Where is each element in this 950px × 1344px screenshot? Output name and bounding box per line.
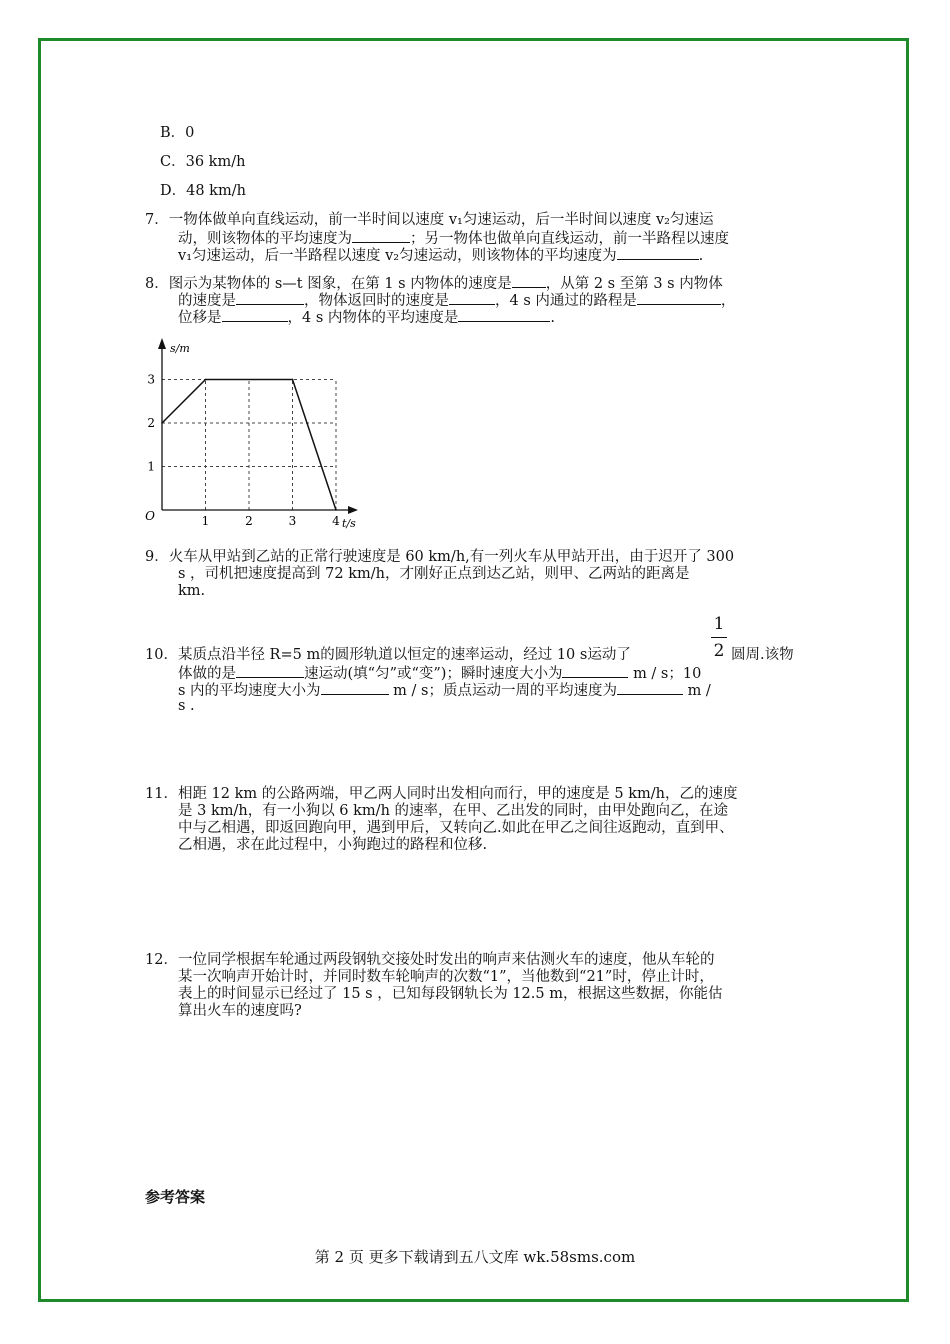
option-d: D．48 km/h (160, 183, 246, 199)
y-tick-label: 3 (147, 372, 155, 387)
q11-line-1: 11．相距 12 km 的公路两端，甲乙两人同时出发相向而行，甲的速度是 5 km/h，乙的速度 (145, 786, 738, 802)
chart-grid (162, 380, 336, 511)
x-tick-label: 2 (245, 514, 253, 528)
fraction-one-half (711, 614, 727, 661)
data-point (161, 422, 163, 424)
chart-labels (145, 342, 356, 530)
answer-blank[interactable] (617, 246, 699, 260)
q10-line-2: 体做的是 速运动(填“匀”或“变”)；瞬时速度大小为 m / s；10 (178, 666, 702, 682)
answer-blank[interactable] (321, 681, 389, 695)
answer-blank[interactable] (562, 664, 628, 678)
q8-line-1: 8．图示为某物体的 s—t 图象，在第 1 s 内物体的速度是 ，从第 2 s 至第 3 s 内物体 (145, 276, 723, 292)
q9-line-2: s ，司机把速度提高到 72 km/h，才刚好正点到达乙站，则甲、乙两站的距离是 (178, 566, 690, 582)
answer-blank[interactable] (512, 274, 546, 288)
q8-line-3: 位移是 ，4 s 内物体的平均速度是 . (178, 310, 555, 326)
q10-line-1-end: 圆周.该物 (731, 647, 794, 663)
answer-blank[interactable] (352, 229, 410, 243)
q12-line-3: 表上的时间显示已经过了 15 s ，已知每段钢轨长为 12.5 m，根据这些数据，你能估 (178, 986, 723, 1002)
fraction-numerator: 1 (713, 614, 725, 634)
q11-line-2: 是 3 km/h，有一小狗以 6 km/h 的速率，在甲、乙出发的同时，由甲处跑向乙，在途 (178, 803, 729, 819)
q12-line-2: 某一次响声开始计时，并同时数车轮响声的次数“1”，当他数到“21”时，停止计时， (178, 969, 714, 985)
q12-line-4: 算出火车的速度吗? (178, 1003, 302, 1019)
data-point (205, 379, 207, 381)
answer-blank[interactable] (458, 308, 550, 322)
answer-blank[interactable] (222, 308, 288, 322)
q7-line-3: v₁匀速运动，后一半路程以速度 v₂匀速运动，则该物体的平均速度为 . (178, 248, 704, 264)
x-tick-label: 4 (332, 514, 340, 528)
answer-blank[interactable] (637, 291, 721, 305)
option-c: C．36 km/h (160, 154, 246, 170)
q7-line-2: 动，则该物体的平均速度为 ；另一物体也做单向直线运动，前一半路程以速度 (178, 231, 729, 247)
y-axis-arrow (158, 338, 166, 349)
q10-line-1: 10．某质点沿半径 R=5 m的圆形轨道以恒定的速率运动，经过 10 s运动了 (145, 647, 631, 663)
q8-line-2: 的速度是 ，物体返回时的速度是 ，4 s 内通过的路程是 ， (178, 293, 736, 309)
fraction-denominator: 2 (713, 641, 725, 661)
data-point (292, 379, 294, 381)
q11-line-4: 乙相遇，求在此过程中，小狗跑过的路程和位移. (178, 837, 488, 853)
y-tick-label: 2 (147, 416, 155, 430)
data-point (335, 509, 337, 511)
s-t-graph (140, 335, 380, 535)
q9-line-3: km. (178, 583, 206, 599)
q10-line-3: s 内的平均速度大小为 m / s；质点运动一周的平均速度为 m / (178, 683, 711, 699)
y-tick-label: 1 (147, 459, 155, 474)
origin-label: O (145, 509, 155, 523)
answer-blank[interactable] (617, 681, 683, 695)
q7-line-1: 7．一物体做单向直线运动，前一半时间以速度 v₁匀速运动，后一半时间以速度 v₂匀速运 (145, 212, 714, 228)
x-axis-label: t/s (342, 517, 356, 530)
y-axis-label: s/m (170, 342, 190, 355)
page-footer: 第 2 页 更多下载请到五八文库 wk.58sms.com (314, 1248, 636, 1266)
x-tick-label: 1 (201, 514, 210, 528)
answer-blank[interactable] (449, 291, 495, 305)
q12-line-1: 12．一位同学根据车轮通过两段钢轨交接处时发出的响声来估测火车的速度，他从车轮的 (145, 952, 715, 968)
x-tick-label: 3 (288, 514, 297, 528)
q10-line-4: s . (178, 698, 195, 714)
q9-line-1: 9．火车从甲站到乙站的正常行驶速度是 60 km/h,有一列火车从甲站开出，由于迟开了 300 (145, 549, 735, 565)
option-b: B．0 (160, 125, 195, 141)
answer-heading: 参考答案 (145, 1188, 206, 1206)
q11-line-3: 中与乙相遇，即返回跑向甲，遇到甲后，又转向乙.如此在甲乙之间往返跑动，直到甲、 (178, 820, 734, 836)
x-axis-arrow (348, 506, 358, 514)
answer-blank[interactable] (236, 291, 304, 305)
answer-blank[interactable] (236, 664, 304, 678)
